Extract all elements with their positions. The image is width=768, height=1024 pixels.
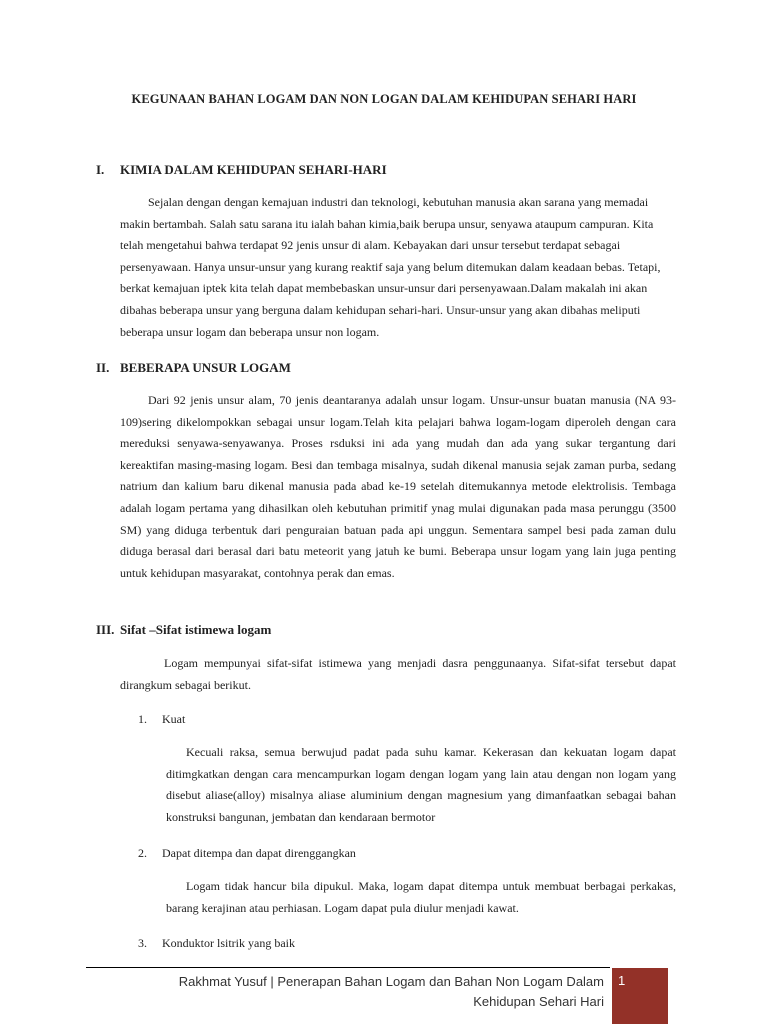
section-paragraph-1: Sejalan dengan dengan kemajuan industri dan teknologi, kebutuhan manusia akan sarana yang memadai makin bertambah. Salah satu sarana itu ialah bahan kimia,baik berupa unsur, senyawa ataupum campuran. Kita telah mengetahui bahwa terdapat 92 jenis unsur di alam. Kebayakan dari unsur tersebut terdapat sebagai persenyawaan. Hanya unsur-unsur yang kurang reaktif saja yang belum ditemukan dalam keadaan bebas. Tetapi, berkat kemajuan iptek kita telah dapat membebaskan unsur-unsur dari persenyawaan.Dalam makalah ini akan dibahas beberapa unsur yang berguna dalam kehidupan sehari-hari. Unsur-unsur yang akan dibahas meliputi beberapa unsur logam dan beberapa unsur non logam. bbox=[120, 195, 661, 339]
page-number: 1 bbox=[618, 973, 626, 988]
list-item-3 bbox=[138, 936, 295, 951]
section-heading-3 bbox=[96, 622, 271, 638]
list-label-3: Konduktor lsitrik yang baik bbox=[162, 936, 295, 950]
section-number-1: I. bbox=[96, 162, 105, 177]
footer-divider bbox=[86, 967, 610, 968]
footer-line-1: Rakhmat Yusuf | Penerapan Bahan Logam dan Bahan Non Logam Dalam bbox=[178, 974, 604, 989]
list-label-1: Kuat bbox=[162, 712, 186, 726]
section-title-3: Sifat –Sifat istimewa logam bbox=[120, 622, 272, 637]
list-item-2 bbox=[138, 846, 356, 861]
section-heading-2 bbox=[96, 360, 291, 376]
footer-line-2: Kehidupan Sehari Hari bbox=[473, 994, 604, 1009]
footer-text bbox=[96, 972, 604, 1012]
list-text-1: Kecuali raksa, semua berwujud padat pada suhu kamar. Kekerasan dan kekuatan logam dapat ditimgkatkan dengan cara mencampurkan logam dengan logam yang lain atau dengan non logam yang disebut aliase(alloy) misalnya aliase aluminium dengan magnesium yang dimanfaatkan sebagai bahan konstruksi bangunan, jembatan dan kendaraan bermotor bbox=[166, 745, 676, 824]
list-label-2: Dapat ditempa dan dapat direnggangkan bbox=[162, 846, 356, 860]
section-paragraph-2: Dari 92 jenis unsur alam, 70 jenis deantaranya adalah unsur logam. Unsur-unsur buatan manusia (NA 93-109)sering dikelompokkan sebagai unsur logam.Telah kita pelajari bahwa logam-logam diperoleh dengan cara mereduksi senyawa-senyawanya. Proses rsduksi ini ada yang mudah dan ada yang sukar tergantung dari kereaktifan masing-masing logam. Besi dan tembaga misalnya, sudah dikenal manusia sejak zaman purba, sedang natrium dan kalium baru dikenal manusia pada abad ke-19 setelah ditemukannya metode elektrolisis. Tembaga adalah logam pertama yang dihasilkan oleh kebutuhan primitif ynag mulai digunakan pada masa perunggu (3500 SM) yang diduga terbentuk dari penguraian batuan pada api unggun. Sementara sampel besi pada zaman dulu diduga berasal dari berasal dari batu meteorit yang jatuh ke bumi. Beberapa unsur logam yang lain juga penting untuk kehidupan masyarakat, contohnya perak dan emas. bbox=[120, 393, 676, 580]
list-number-2: 2. bbox=[138, 846, 147, 860]
section-number-3: III. bbox=[96, 622, 115, 637]
section-number-2: II. bbox=[96, 360, 110, 375]
section-heading-1 bbox=[96, 162, 387, 178]
section-title-2: BEBERAPA UNSUR LOGAM bbox=[120, 360, 291, 375]
list-number-1: 1. bbox=[138, 712, 147, 726]
section-paragraph-3: Logam mempunyai sifat-sifat istimewa yang menjadi dasra penggunaanya. Sifat-sifat tersebut dapat dirangkum sebagai berikut. bbox=[120, 656, 676, 692]
section-title-1: KIMIA DALAM KEHIDUPAN SEHARI-HARI bbox=[120, 162, 387, 177]
document-title: KEGUNAAN BAHAN LOGAM DAN NON LOGAN DALAM KEHIDUPAN SEHARI HARI bbox=[131, 92, 637, 106]
list-text-2: Logam tidak hancur bila dipukul. Maka, logam dapat ditempa untuk membuat berbagai perkakas, barang kerajinan atau perhiasan. Logam dapat pula diulur menjadi kawat. bbox=[166, 879, 676, 915]
list-number-3: 3. bbox=[138, 936, 147, 950]
page-number-box bbox=[612, 968, 668, 1024]
list-item-1 bbox=[138, 712, 185, 727]
